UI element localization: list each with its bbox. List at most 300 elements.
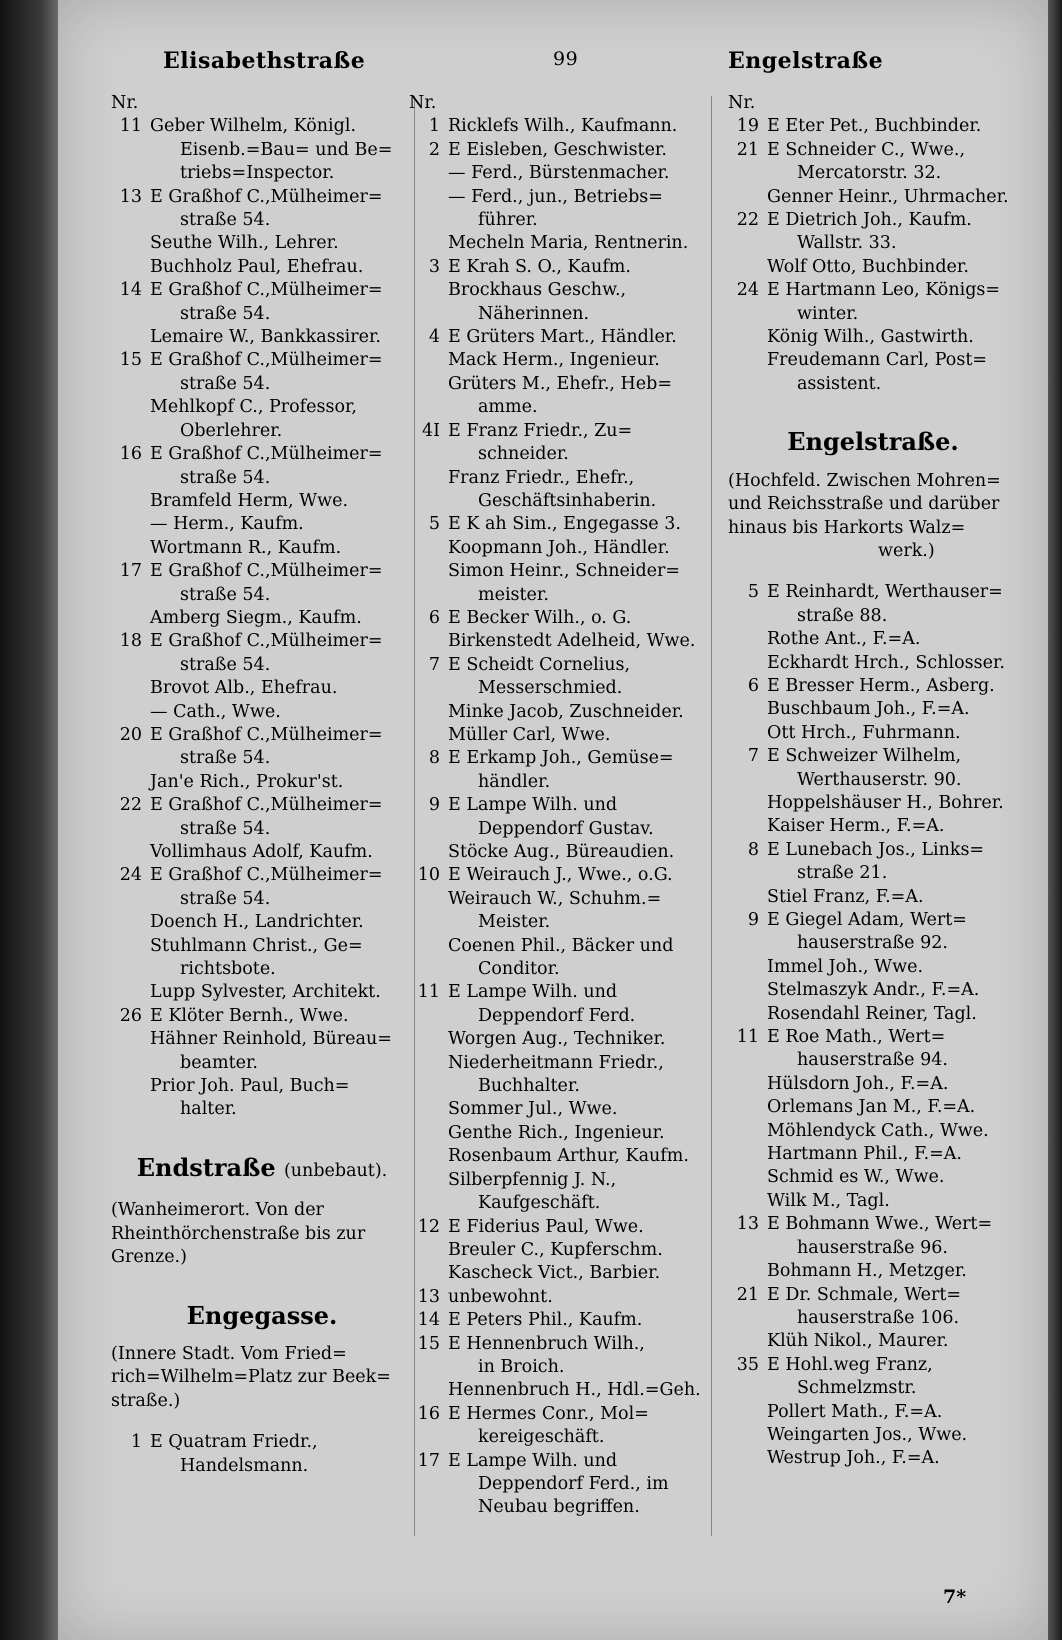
entry-line — [111, 818, 413, 841]
entry-text: E Hohl.weg Franz, — [767, 1354, 933, 1375]
entry-text: Sommer Jul., Wwe. — [448, 1099, 618, 1120]
entry-line — [728, 979, 1018, 1002]
entry-line — [728, 1143, 1018, 1166]
entry-text: E Lampe Wilh. und — [448, 795, 618, 816]
entry-line — [111, 186, 413, 209]
entry-text: Lemaire W., Bankkassirer. — [150, 327, 381, 348]
entry-text: Nr. — [409, 93, 437, 113]
section-title: Endstraße — [136, 1152, 276, 1182]
entry-text: Werthauserstr. 90. — [797, 769, 962, 790]
house-number: 9 — [747, 910, 759, 930]
entry-line — [409, 186, 709, 209]
entry-line — [728, 115, 1018, 138]
entry-text: Franz Friedr., Ehefr., — [448, 467, 635, 488]
entry-text: E Hermes Conr., Mol= — [448, 1403, 649, 1424]
entry-line — [409, 1239, 709, 1262]
entry-line — [111, 443, 413, 466]
entry-text: Nr. — [111, 93, 139, 113]
entry-line — [409, 1356, 709, 1379]
entry-text: E Graßhof C.,Mülheimer= — [150, 631, 383, 652]
entry-line — [728, 1166, 1018, 1189]
entry-text: E Krah S. O., Kaufm. — [448, 256, 631, 277]
entry-line — [111, 701, 413, 724]
entry-line — [111, 981, 413, 1004]
section-description: Grenze.) — [111, 1247, 187, 1268]
entry-text: straße 54. — [180, 467, 271, 488]
entry-line — [409, 232, 709, 255]
entry-text: Bohmann H., Metzger. — [767, 1261, 967, 1282]
entry-line — [111, 888, 413, 911]
entry-line — [728, 769, 1018, 792]
entry-text: Kascheck Vict., Barbier. — [448, 1263, 661, 1284]
entry-line — [409, 396, 709, 419]
entry-line — [111, 677, 413, 700]
entry-text: straße 21. — [797, 863, 888, 884]
entry-text: Bramfeld Herm, Wwe. — [150, 490, 349, 511]
entry-text: Handelsmann. — [180, 1455, 309, 1476]
column-3 — [728, 92, 1018, 1471]
entry-text: Oberlehrer. — [180, 420, 283, 441]
entry-line — [409, 115, 709, 138]
entry-line — [409, 818, 709, 841]
entry-text: Mehlkopf C., Professor, — [150, 397, 357, 418]
house-number: 13 — [417, 1286, 440, 1307]
entry-text: Schmelzmstr. — [797, 1378, 917, 1399]
house-number: 35 — [736, 1354, 759, 1375]
entry-text: Buchhalter. — [478, 1076, 580, 1097]
entry-line — [111, 1028, 413, 1051]
entry-text: E Graßhof C.,Mülheimer= — [150, 350, 383, 371]
house-number: 19 — [736, 116, 759, 137]
column-2 — [409, 92, 709, 1520]
entry-line — [111, 864, 413, 887]
entry-line — [728, 722, 1018, 745]
entry-line — [111, 724, 413, 747]
engelstrasse-entries — [728, 581, 1018, 1470]
house-number: 1 — [130, 1432, 142, 1453]
entry-line — [728, 909, 1018, 932]
house-number: 14 — [417, 1310, 440, 1331]
entry-line — [409, 1122, 709, 1145]
entry-text: Hähner Reinhold, Büreau= — [150, 1029, 392, 1050]
entry-text: Breuler C., Kupferschm. — [448, 1239, 663, 1260]
entry-line — [409, 373, 709, 396]
house-number: 15 — [417, 1333, 440, 1354]
house-number: 12 — [417, 1216, 440, 1237]
entry-text: straße 54. — [180, 888, 271, 909]
entry-line — [409, 864, 709, 887]
entry-line — [728, 886, 1018, 909]
running-header-left: Elisabethstraße — [163, 48, 366, 74]
entry-text: Simon Heinr., Schneider= — [448, 561, 681, 582]
house-number: 13 — [119, 186, 142, 207]
entry-text: Birkenstedt Adelheid, Wwe. — [448, 631, 696, 652]
entry-line — [728, 1330, 1018, 1353]
entry-line — [111, 92, 413, 115]
entry-text: richtsbote. — [180, 959, 276, 980]
entry-line — [409, 630, 709, 653]
entry-line — [728, 652, 1018, 675]
entry-text: Klüh Nikol., Maurer. — [767, 1331, 949, 1352]
entry-line — [728, 745, 1018, 768]
entry-text: — Herm., Kaufm. — [150, 514, 304, 535]
entry-line — [111, 1431, 413, 1454]
entry-line — [409, 935, 709, 958]
house-number: 11 — [417, 982, 440, 1003]
entry-text: straße 54. — [180, 303, 271, 324]
entry-line — [111, 279, 413, 302]
entry-line — [409, 1403, 709, 1426]
entry-text: meister. — [478, 584, 549, 605]
entry-line — [409, 911, 709, 934]
entry-text: Pollert Math., F.=A. — [767, 1401, 943, 1422]
entry-line — [409, 1145, 709, 1168]
house-number: 7 — [428, 654, 440, 675]
entry-line — [111, 139, 413, 162]
house-number: 6 — [747, 675, 759, 696]
entry-text: E Grüters Mart., Händler. — [448, 327, 677, 348]
entry-line — [728, 373, 1018, 396]
entry-line — [728, 1237, 1018, 1260]
entry-line — [728, 862, 1018, 885]
entry-text: Westrup Joh., F.=A. — [767, 1448, 940, 1469]
entry-line — [111, 209, 413, 232]
entry-line — [728, 1377, 1018, 1400]
entry-line — [409, 1169, 709, 1192]
engegasse-entries — [111, 1431, 413, 1478]
entry-text: E Graßhof C.,Mülheimer= — [150, 444, 383, 465]
entry-text: E Scheidt Cornelius, — [448, 654, 631, 675]
section-description: hinaus bis Harkorts Walz= — [728, 517, 966, 538]
entry-line — [409, 256, 709, 279]
entry-text: Wilk M., Tagl. — [767, 1190, 890, 1211]
entry-line — [728, 1026, 1018, 1049]
house-number: 3 — [428, 256, 440, 277]
entry-line — [728, 1213, 1018, 1236]
entry-text: Vollimhaus Adolf, Kaufm. — [150, 842, 373, 862]
entry-text: Kaufgeschäft. — [478, 1193, 601, 1214]
entry-line — [728, 1401, 1018, 1424]
entry-line — [728, 1120, 1018, 1143]
entry-text: Eckhardt Hrch., Schlosser. — [767, 652, 1005, 673]
entry-line — [409, 560, 709, 583]
house-number: 20 — [119, 724, 142, 745]
entry-text: halter. — [180, 1099, 237, 1120]
entry-line — [728, 303, 1018, 326]
entry-line — [409, 1098, 709, 1121]
entry-text: Nr. — [728, 93, 756, 113]
entry-text: Koopmann Joh., Händler. — [448, 537, 670, 558]
entry-line — [409, 1426, 709, 1449]
scan-edge-right — [1048, 0, 1062, 1640]
entry-line — [111, 654, 413, 677]
entry-text: Möhlendyck Cath., Wwe. — [767, 1120, 989, 1141]
entry-text: Wallstr. 33. — [797, 233, 897, 254]
entry-line — [728, 209, 1018, 232]
entry-line — [409, 1262, 709, 1285]
section-description: rich=Wilhelm=Platz zur Beek= — [111, 1367, 391, 1388]
entry-text: hauserstraße 96. — [797, 1237, 948, 1258]
entry-line — [111, 771, 413, 794]
column-divider — [711, 96, 712, 1536]
signature-mark: 7* — [943, 1586, 967, 1608]
entry-line — [409, 420, 709, 443]
entry-text: E Quatram Friedr., — [150, 1432, 318, 1453]
entry-text: E Peters Phil., Kaufm. — [448, 1310, 643, 1331]
entry-text: hauserstraße 106. — [797, 1307, 960, 1328]
entry-text: Wortmann R., Kaufm. — [150, 537, 342, 558]
entry-text: E Lampe Wilh. und — [448, 1450, 618, 1471]
entry-text: E Graßhof C.,Mülheimer= — [150, 795, 383, 816]
entry-text: Messerschmied. — [478, 678, 623, 699]
house-number: 7 — [747, 746, 759, 767]
entry-line — [728, 792, 1018, 815]
house-number: 22 — [736, 210, 759, 231]
entry-text: Immel Joh., Wwe. — [767, 956, 924, 977]
entry-line — [409, 958, 709, 981]
entry-text: unbewohnt. — [448, 1286, 553, 1307]
house-number: 11 — [119, 116, 142, 137]
entry-line — [111, 326, 413, 349]
entry-line — [409, 326, 709, 349]
entry-text: assistent. — [797, 373, 882, 394]
entry-text: Worgen Aug., Techniker. — [448, 1029, 666, 1050]
section-subtitle: (unbebaut). — [283, 1160, 388, 1181]
entry-text: E Reinhardt, Werthauser= — [767, 582, 1003, 603]
entry-text: E Lampe Wilh. und — [448, 982, 618, 1003]
entry-text: schneider. — [478, 444, 569, 465]
entry-text: E Roe Math., Wert= — [767, 1027, 946, 1048]
page-number: 99 — [553, 48, 579, 70]
entry-text: Niederheitmann Friedr., — [448, 1052, 664, 1073]
entry-line — [728, 1424, 1018, 1447]
entry-text: E Hennenbruch Wilh., — [448, 1333, 645, 1354]
entry-line — [409, 841, 709, 864]
running-header-right: Engelstraße — [728, 48, 884, 74]
entry-text: Doench H., Landrichter. — [150, 912, 364, 933]
section-heading-engelstrasse: Engelstraße. — [787, 427, 959, 457]
entry-line — [409, 490, 709, 513]
entry-text: E Bohmann Wwe., Wert= — [767, 1214, 993, 1235]
entry-text: Brovot Alb., Ehefrau. — [150, 678, 338, 699]
entry-line — [409, 1216, 709, 1239]
entry-line — [728, 815, 1018, 838]
entry-text: Rosendahl Reiner, Tagl. — [767, 1003, 977, 1024]
entry-line — [111, 1455, 413, 1478]
entry-text: Geschäftsinhaberin. — [478, 490, 657, 511]
entry-text: amme. — [478, 397, 538, 418]
section-description: (Hochfeld. Zwischen Mohren= — [728, 470, 1001, 491]
entry-line — [409, 1309, 709, 1332]
entry-line — [409, 1192, 709, 1215]
entry-line — [111, 584, 413, 607]
entry-text: Kaiser Herm., F.=A. — [767, 816, 945, 837]
entry-line — [111, 607, 413, 630]
entry-line — [409, 1333, 709, 1356]
entry-text: E Schneider C., Wwe., — [767, 139, 966, 160]
entry-text: E Dr. Schmale, Wert= — [767, 1284, 962, 1305]
entry-text: händler. — [478, 771, 551, 792]
entry-line — [728, 1284, 1018, 1307]
entry-text: Schmid es W., Wwe. — [767, 1167, 945, 1188]
entry-text: Geber Wilhelm, Königl. — [150, 116, 357, 137]
entry-line — [409, 1286, 709, 1309]
entry-text: Ricklefs Wilh., Kaufmann. — [448, 116, 678, 137]
entry-line — [409, 1473, 709, 1496]
entry-text: straße 88. — [797, 605, 888, 626]
entry-text: Deppendorf Gustav. — [478, 818, 654, 839]
entry-text: straße 54. — [180, 818, 271, 839]
entry-line — [728, 326, 1018, 349]
section-description: straße.) — [111, 1390, 181, 1411]
house-number: 24 — [736, 280, 759, 301]
column-1 — [111, 92, 413, 1478]
entry-text: Neubau begriffen. — [478, 1497, 640, 1518]
entry-text: Hoppelshäuser H., Bohrer. — [767, 792, 1004, 813]
house-number: 26 — [119, 1005, 142, 1026]
entry-text: E Becker Wilh., o. G. — [448, 607, 632, 628]
entry-line — [409, 443, 709, 466]
house-number: 8 — [747, 839, 759, 860]
entry-text: E Graßhof C.,Mülheimer= — [150, 280, 383, 301]
house-number: 4 — [428, 327, 440, 348]
house-number: 15 — [119, 350, 142, 371]
entry-line — [111, 630, 413, 653]
entry-text: E Graßhof C.,Mülheimer= — [150, 724, 383, 745]
entry-text: Prior Joh. Paul, Buch= — [150, 1076, 350, 1097]
section-description: (Wanheimerort. Von der — [111, 1200, 324, 1221]
entry-text: Rosenbaum Arthur, Kaufm. — [448, 1146, 689, 1167]
entry-text: E Eisleben, Geschwister. — [448, 139, 667, 160]
entry-text: Meister. — [478, 912, 551, 933]
entry-text: Mack Herm., Ingenieur. — [448, 350, 660, 371]
entry-line — [409, 701, 709, 724]
house-number: 11 — [736, 1027, 759, 1048]
entry-text: E Schweizer Wilhelm, — [767, 746, 962, 767]
entry-text: straße 54. — [180, 373, 271, 394]
entry-line — [111, 560, 413, 583]
entry-text: — Ferd., Bürstenmacher. — [448, 163, 670, 184]
house-number: 8 — [428, 748, 440, 769]
entry-line — [111, 396, 413, 419]
entry-line — [111, 467, 413, 490]
entry-text: Mecheln Maria, Rentnerin. — [448, 233, 689, 254]
entry-text: E Lunebach Jos., Links= — [767, 839, 985, 860]
entry-text: Orlemans Jan M., F.=A. — [767, 1097, 976, 1118]
entry-line — [728, 1190, 1018, 1213]
house-number: 13 — [736, 1214, 759, 1235]
entry-line — [111, 490, 413, 513]
entry-text: Rothe Ant., F.=A. — [767, 629, 921, 650]
entry-line — [111, 115, 413, 138]
entry-text: König Wilh., Gastwirth. — [767, 327, 974, 348]
entry-line — [409, 654, 709, 677]
house-number: 5 — [428, 514, 440, 535]
house-number: 4I — [421, 420, 440, 441]
entry-line — [409, 139, 709, 162]
entry-line — [409, 1052, 709, 1075]
entry-line — [728, 1073, 1018, 1096]
entry-line — [728, 256, 1018, 279]
entry-text: Deppendorf Ferd., im — [478, 1473, 669, 1494]
house-number: 16 — [119, 444, 142, 465]
entry-text: in Broich. — [478, 1356, 565, 1377]
house-number: 16 — [417, 1403, 440, 1424]
entry-text: winter. — [797, 303, 859, 324]
entry-text: E Fiderius Paul, Wwe. — [448, 1216, 644, 1237]
entry-line — [409, 537, 709, 560]
entry-line — [409, 349, 709, 372]
entry-line — [111, 420, 413, 443]
elisabethstrasse-entries — [111, 92, 413, 1122]
entry-line — [111, 349, 413, 372]
entry-text: Mercatorstr. 32. — [797, 163, 942, 184]
entry-line — [409, 677, 709, 700]
entry-line — [728, 581, 1018, 604]
entry-line — [409, 724, 709, 747]
house-number: 6 — [428, 607, 440, 628]
entry-line — [409, 1005, 709, 1028]
entry-text: E Giegel Adam, Wert= — [767, 910, 967, 930]
house-number: 5 — [747, 582, 759, 603]
entry-line — [728, 1096, 1018, 1119]
entry-line — [728, 186, 1018, 209]
entry-line — [728, 162, 1018, 185]
entry-text: E Graßhof C.,Mülheimer= — [150, 561, 383, 582]
entry-line — [409, 1496, 709, 1519]
house-number: 18 — [119, 631, 142, 652]
entry-line — [409, 1450, 709, 1473]
entry-text: straße 54. — [180, 654, 271, 675]
house-number: 14 — [119, 280, 142, 301]
entry-line — [409, 747, 709, 770]
entry-line — [111, 1075, 413, 1098]
engegasse-entries-continued — [409, 92, 709, 1520]
entry-text: Eisenb.=Bau= und Be= — [180, 139, 393, 160]
section-heading-endstrasse — [111, 1152, 413, 1183]
entry-line — [728, 139, 1018, 162]
entry-line — [111, 537, 413, 560]
entry-text: Lupp Sylvester, Architekt. — [150, 982, 381, 1003]
entry-text: führer. — [478, 210, 538, 231]
entry-line — [111, 935, 413, 958]
entry-line — [728, 92, 1018, 115]
entry-line — [409, 467, 709, 490]
entry-line — [111, 1005, 413, 1028]
entry-text: straße 54. — [180, 210, 271, 231]
entry-text: E Eter Pet., Buchbinder. — [767, 116, 982, 137]
entry-text: triebs=Inspector. — [180, 163, 335, 184]
house-number: 21 — [736, 1284, 759, 1305]
entry-text: E Bresser Herm., Asberg. — [767, 675, 995, 696]
entry-text: Coenen Phil., Bäcker und — [448, 935, 674, 956]
entry-text: E Dietrich Joh., Kaufm. — [767, 210, 972, 231]
entry-text: Amberg Siegm., Kaufm. — [150, 607, 362, 628]
entry-line — [111, 841, 413, 864]
entry-line — [728, 279, 1018, 302]
entry-text: Conditor. — [478, 959, 560, 980]
entry-text: Silberpfennig J. N., — [448, 1169, 617, 1190]
section-description: Rheinthörchenstraße bis zur — [111, 1223, 366, 1244]
entry-text: Seuthe Wilh., Lehrer. — [150, 233, 339, 254]
entry-text: Hartmann Phil., F.=A. — [767, 1144, 962, 1165]
house-number: 17 — [417, 1450, 440, 1471]
entry-text: Genner Heinr., Uhrmacher. — [767, 186, 1009, 207]
entry-text: Jan'e Rich., Prokur'st. — [150, 771, 344, 792]
entry-text: beamter. — [180, 1052, 258, 1073]
entry-line — [111, 303, 413, 326]
section-heading-engegasse: Engegasse. — [186, 1300, 338, 1330]
